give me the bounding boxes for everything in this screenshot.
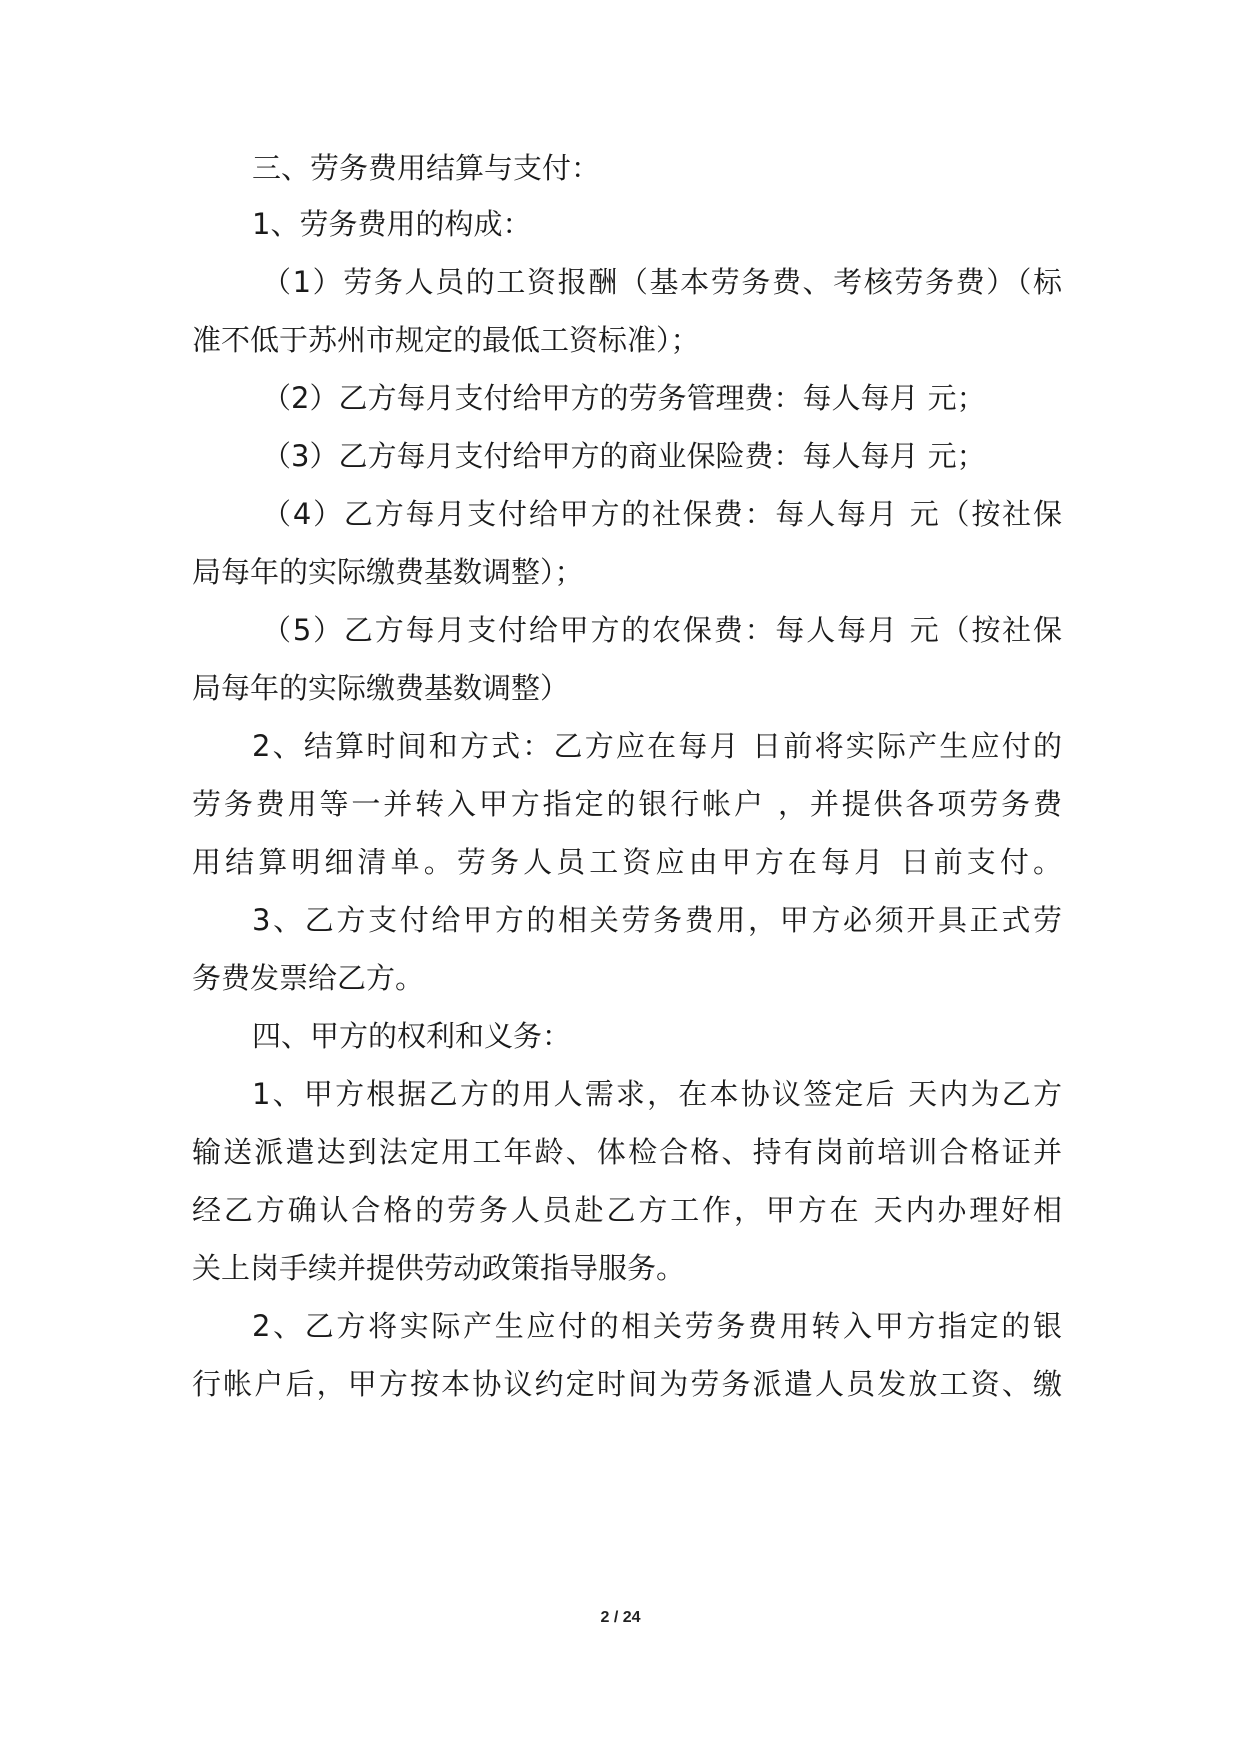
page-number: 2 / 24: [600, 1609, 641, 1626]
paragraph-line: 经乙方确认合格的劳务人员赴乙方工作，甲方在 天内办理好相: [192, 1193, 1062, 1227]
paragraph-line: （4）乙方每月支付给甲方的社保费：每人每月 元（按社保: [262, 497, 1062, 531]
paragraph-line: 劳务费用等一并转入甲方指定的银行帐户 ，并提供各项劳务费: [192, 787, 1062, 821]
paragraph-line: （3）乙方每月支付给甲方的商业保险费：每人每月 元；: [262, 439, 986, 473]
paragraph-line: 1、劳务费用的构成：: [252, 207, 532, 241]
paragraph-line: 局每年的实际缴费基数调整）: [192, 671, 570, 705]
paragraph-line: 3、乙方支付给甲方的相关劳务费用，甲方必须开具正式劳: [252, 903, 1062, 937]
paragraph-line: 用结算明细清单。劳务人员工资应由甲方在每月 日前支付。: [192, 845, 1062, 879]
paragraph-line: 1、甲方根据乙方的用人需求，在本协议签定后 天内为乙方: [252, 1077, 1062, 1111]
paragraph-line: 2、结算时间和方式：乙方应在每月 日前将实际产生应付的: [252, 729, 1062, 763]
paragraph-line: 输送派遣达到法定用工年龄、体检合格、持有岗前培训合格证并: [192, 1135, 1062, 1169]
section-heading-3: 三、劳务费用结算与支付：: [252, 151, 601, 185]
paragraph-line: （1）劳务人员的工资报酬（基本劳务费、考核劳务费）（标: [262, 265, 1062, 299]
paragraph-line: 行帐户后，甲方按本协议约定时间为劳务派遣人员发放工资、缴: [192, 1367, 1062, 1401]
paragraph-line: 2、乙方将实际产生应付的相关劳务费用转入甲方指定的银: [252, 1309, 1062, 1343]
paragraph-line: 务费发票给乙方。: [192, 961, 425, 995]
paragraph-line: 局每年的实际缴费基数调整）；: [192, 555, 584, 589]
paragraph-line: （5）乙方每月支付给甲方的农保费：每人每月 元（按社保: [262, 613, 1062, 647]
section-heading-4: 四、甲方的权利和义务：: [252, 1019, 572, 1053]
paragraph-line: （2）乙方每月支付给甲方的劳务管理费：每人每月 元；: [262, 381, 986, 415]
paragraph-line: 准不低于苏州市规定的最低工资标准）；: [192, 323, 700, 357]
paragraph-line: 关上岗手续并提供劳动政策指导服务。: [192, 1251, 686, 1285]
